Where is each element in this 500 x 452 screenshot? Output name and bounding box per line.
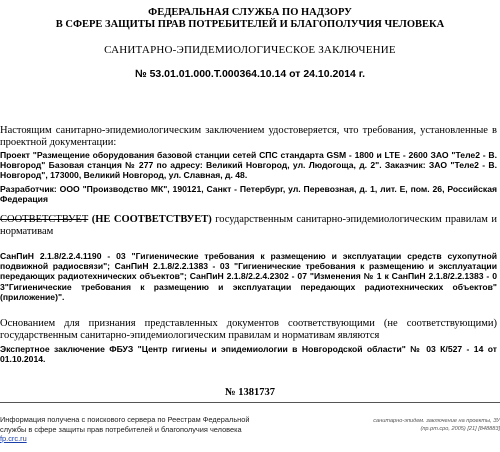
conclusion-title: САНИТАРНО-ЭПИДЕМИОЛОГИЧЕСКОЕ ЗАКЛЮЧЕНИЕ	[104, 44, 396, 56]
footer-source-note	[0, 415, 258, 444]
compliance-chosen-option: (НЕ СООТВЕТСТВУЕТ)	[91, 214, 212, 225]
conclusion-number: № 53.01.01.000.Т.000364.10.14 от 24.10.2014 г.	[134, 68, 366, 80]
footer-document-type-line2: (пр.рт.сро, 2005) [21] [848883]	[420, 425, 500, 432]
agency-name-line2: В СФЕРЕ ЗАЩИТЫ ПРАВ ПОТРЕБИТЕЛЕЙ И БЛАГОПОЛУЧИЯ ЧЕЛОВЕКА	[55, 19, 445, 30]
footer-divider	[0, 402, 500, 403]
registry-number: № 1381737	[225, 387, 275, 398]
expert-conclusion: Экспертное заключение ФБУЗ "Центр гигиены и эпидемиологии в Новгородской области" № 03 К/527 - 14 от 01.10.2014.	[0, 344, 497, 365]
basis-statement: Основанием для признания представленных документов соответствующими (не соответствующими) государственным санитарно-эпидемиологическим правилам и нормативам являются	[0, 318, 497, 341]
developer-info: Разработчик: ООО "Производство МК", 190121, Санкт - Петербург, ул. Перевозная, д. 1, лит. Е, пом. 26, Российская Федерация	[0, 184, 497, 205]
compliance-rest: государственным санитарно-эпидемиологическим правилам и нормативам	[0, 214, 497, 237]
sanitary-standards: СанПиН 2.1.8/2.2.4.1190 - 03 "Гигиенические требования к размещению и эксплуатации средств сухопутной подвижной радиосвязи"; СанПиН 2.1.8/2.2.1383 - 03 "Гигиенические требования к размещению и эксплуатации передающих радиотехнических объектов"; СанПиН 2.1.8/2.2.4.2302 - 07 "Изменения № 1 к СанПиН 2.1.8/2.2.1383 - 0 3"Гигиенические требования к размещению и эксплуатации передающих радиотехнических объектов" (приложение)".	[0, 251, 497, 302]
footer-source-link[interactable]: fp.crc.ru	[0, 434, 27, 443]
compliance-statement	[0, 214, 497, 238]
certification-intro: Настоящим санитарно-эпидемиологическим заключением удостоверяется, что требования, установленные в проектной документации:	[0, 125, 497, 148]
compliance-struck-option: СООТВЕТСТВУЕТ	[0, 214, 89, 225]
agency-name-line1: ФЕДЕРАЛЬНАЯ СЛУЖБА ПО НАДЗОРУ	[148, 7, 352, 18]
footer-document-type	[338, 418, 500, 433]
footer-source-text: Информация получена с поискового сервера по Реестрам Федеральной службы в сфере защиты прав потребителей и благополучия человека	[0, 415, 250, 434]
footer-document-type-line1: санитарно-эпидем. заключение на проекты, ЗУ	[373, 418, 500, 424]
project-description: Проект "Размещение оборудования базовой станции сетей СПС стандарта GSM - 1800 и LTE - 2600 ЗАО "Теле2 - В. Новгород" Базовая станция № 277 по адресу: Великий Новгород, ул. Людогоща, д. 2". Заказчик: ЗАО "Теле2 - В. Новгород", 173000, Великий Новгород, ул. Славная, д. 48.	[0, 150, 497, 181]
